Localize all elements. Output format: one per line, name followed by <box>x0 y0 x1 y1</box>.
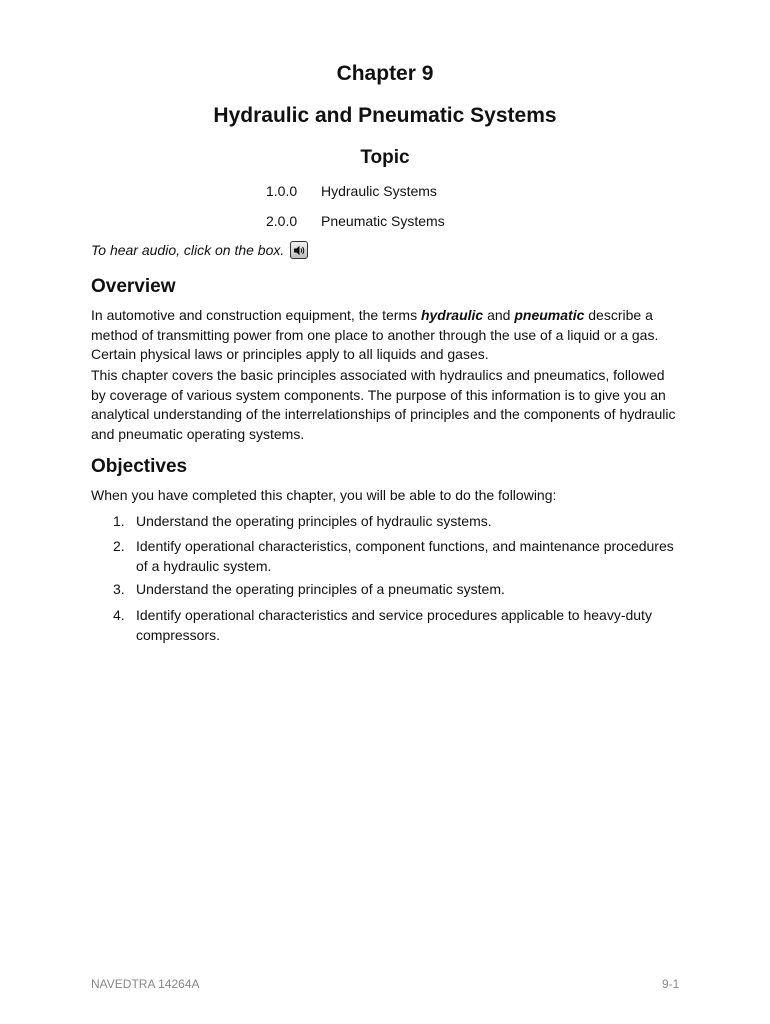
objective-text: Understand the operating principles of hydraulic systems. <box>136 513 492 529</box>
objective-number: 2. <box>113 538 125 554</box>
audio-play-button[interactable] <box>290 241 308 259</box>
topic-label: Pneumatic Systems <box>321 213 445 229</box>
audio-prompt-line <box>91 241 308 259</box>
topic-label: Hydraulic Systems <box>321 183 437 199</box>
objective-text: Identify operational characteristics and service procedures applicable to heavy-duty compressors. <box>136 607 652 643</box>
objectives-intro: When you have completed this chapter, you will be able to do the following: <box>91 487 557 503</box>
overview-text: In automotive and construction equipment, the terms <box>91 307 421 323</box>
footer-document-id: NAVEDTRA 14264A <box>91 977 200 991</box>
overview-heading: Overview <box>91 276 176 297</box>
speaker-icon <box>293 244 306 257</box>
term-pneumatic: pneumatic <box>514 307 585 323</box>
objective-text: Understand the operating principles of a pneumatic system. <box>136 581 505 597</box>
objective-number: 3. <box>113 581 125 597</box>
term-hydraulic: hydraulic <box>420 307 484 323</box>
chapter-title: Chapter 9 <box>336 62 434 85</box>
objective-number: 1. <box>113 513 125 529</box>
topic-number: 2.0.0 <box>266 213 298 229</box>
overview-paragraph-1 <box>91 306 681 365</box>
objective-number: 4. <box>113 607 125 623</box>
objectives-heading: Objectives <box>91 456 188 477</box>
topic-heading: Topic <box>360 147 410 168</box>
footer-page-number: 9-1 <box>662 977 680 991</box>
chapter-subtitle: Hydraulic and Pneumatic Systems <box>213 104 557 127</box>
topic-number: 1.0.0 <box>266 183 298 199</box>
objective-text: Identify operational characteristics, component functions, and maintenance procedures of a hydraulic system. <box>136 538 674 574</box>
overview-paragraph-2: This chapter covers the basic principles associated with hydraulics and pneumatics, followed by coverage of various system components. The purpose of this information is to give you an analytical understanding of the interrelationships of principles and the components of hydraulic and pneumatic operating systems. <box>91 367 676 442</box>
overview-text: describe a method of transmitting power from one place to another through the use of a liquid or a gas. Certain physical laws or principles apply to all liquids and gases. <box>91 307 659 362</box>
audio-prompt-text: To hear audio, click on the box. <box>91 242 285 258</box>
overview-text: and <box>483 307 515 323</box>
